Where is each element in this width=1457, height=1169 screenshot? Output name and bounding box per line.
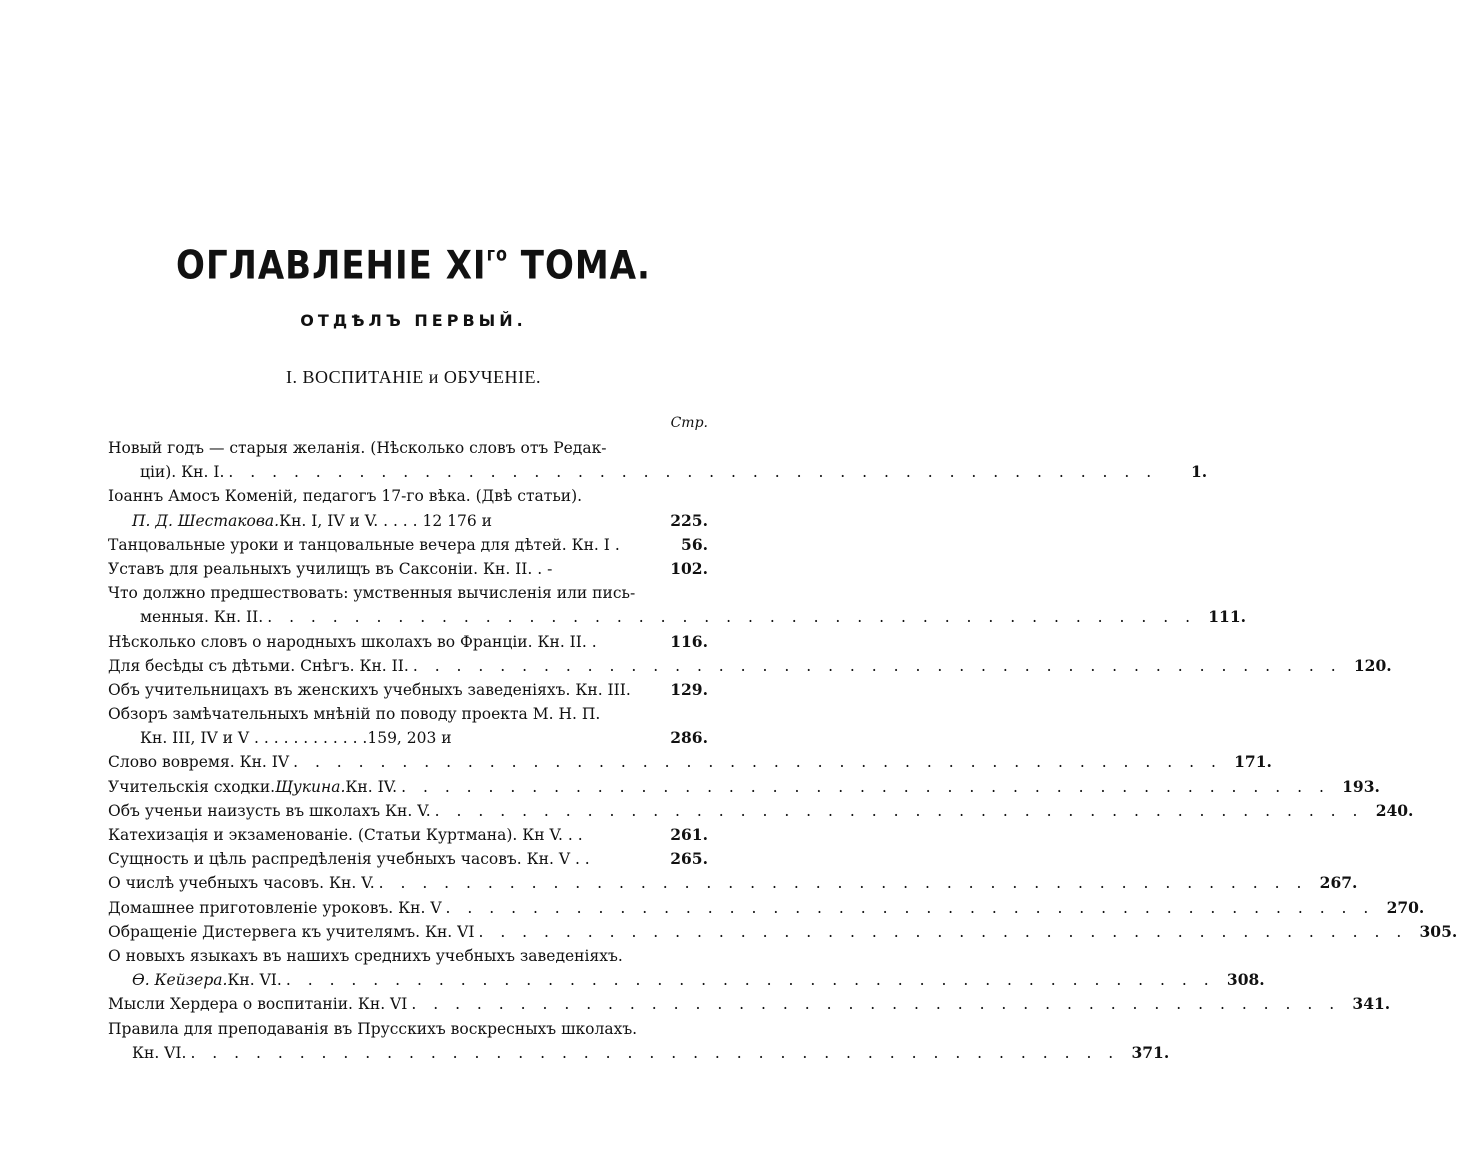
- toc-entry: [108, 605, 1247, 629]
- toc-entry: [108, 533, 708, 557]
- toc-page-number: 286.: [670, 728, 708, 748]
- toc-page-number: 120.: [1353, 655, 1392, 675]
- toc-entry: [108, 920, 1457, 944]
- toc-entry: [108, 557, 708, 581]
- toc-entry: [108, 871, 1358, 895]
- toc-entry: [108, 968, 1265, 992]
- toc-entry-author: Щукина.: [275, 777, 346, 796]
- toc-page-number: 225.: [670, 510, 708, 530]
- toc-entry-text: Кн. I, IV и V. . . . . 12 176 и: [279, 511, 492, 530]
- toc-entry-text: Слово вовремя. Кн. IV: [108, 753, 290, 772]
- toc-entry: [108, 702, 708, 726]
- toc-entry: [108, 992, 1391, 1016]
- toc-leader-dots: . . . . . . . . . . . . . . . . . . . . . . . . . . . . . . . . . . . . . . . . . . .: [293, 753, 1222, 772]
- toc-page-number: 116.: [670, 631, 708, 651]
- toc-entry: [108, 460, 1208, 484]
- toc-entry-text: Объ учительницахъ въ женскихъ учебныхъ заведеніяхъ. Кн. III.: [108, 680, 631, 699]
- toc-entry: [108, 581, 708, 605]
- toc-leader-dots: . . . . . . . . . . . . . . . . . . . . . . . . . . . . . . . . . . . . . . . . . . .: [478, 922, 1408, 941]
- toc-entry-text: О новыхъ языкахъ въ нашихъ среднихъ учебныхъ заведеніяхъ.: [108, 946, 623, 965]
- toc-page-number: 111.: [1208, 607, 1247, 627]
- toc-entry-text: Объ ученьи наизусть въ школахъ Кн. V.: [108, 801, 431, 820]
- toc-entry: [108, 896, 1425, 920]
- toc-page-number: 240.: [1375, 800, 1414, 820]
- toc-page-number: 308.: [1226, 970, 1265, 990]
- toc-page-number: 267.: [1319, 873, 1358, 893]
- toc-leader-dots: . . . . . . . . . . . . . . . . . . . . . . . . . . . . . . . . . . . . . . . . . . .: [411, 995, 1341, 1014]
- toc-entry-text: Нѣсколько словъ о народныхъ школахъ во Франціи. Кн. II. .: [108, 632, 597, 651]
- toc-entry-text: Обращеніе Дистервега къ учителямъ. Кн. VI: [108, 922, 475, 941]
- toc-entry-text: Кн. IV.: [345, 777, 398, 796]
- toc-entry-text: Уставъ для реальныхъ училищъ въ Саксоніи. Кн. II. . -: [108, 559, 553, 578]
- toc-entry-text: Новый годъ — старыя желанія. (Нѣсколько словъ отъ Редак-: [108, 439, 607, 457]
- toc-entry-text: Для бесѣды съ дѣтьми. Снѣгъ. Кн. II.: [108, 656, 409, 675]
- toc-entry-text: О числѣ учебныхъ часовъ. Кн. V.: [108, 874, 375, 893]
- toc-page-number: 270.: [1386, 897, 1425, 917]
- toc-entry-text: Танцовальные уроки и танцовальные вечера для дѣтей. Кн. I .: [108, 535, 620, 554]
- toc-entry-text: Іоаннъ Амосъ Коменій, педагогъ 17-го вѣка. (Двѣ статьи).: [108, 487, 583, 506]
- toc-entry: [108, 1017, 708, 1041]
- page-column-header: Стр.: [670, 415, 708, 431]
- toc-entry: [108, 509, 708, 533]
- toc-page-number: 265.: [670, 849, 708, 869]
- toc-entry-text: Кн. VI.: [227, 971, 282, 990]
- toc-entry-author: П. Д. Шестакова.: [132, 511, 280, 530]
- toc-entry-text: Правила для преподаванія въ Прусскихъ воскресныхъ школахъ.: [108, 1019, 638, 1038]
- toc-page-number: 341.: [1352, 994, 1391, 1014]
- toc-entry: [108, 726, 708, 750]
- toc-leader-dots: . . . . . . . . . . . . . . . . . . . . . . . . . . . . . . . . . . . . . . . . . . .: [190, 1043, 1120, 1062]
- toc-page-number: 193.: [1342, 776, 1380, 796]
- toc-entry-author: Ѳ. Кейзера.: [132, 971, 228, 990]
- toc-entry: [108, 630, 708, 654]
- toc-leader-dots: . . . . . . . . . . . . . . . . . . . . . . . . . . . . . . . . . . . . . . . . . . .: [285, 971, 1215, 990]
- page-title: ОГЛАВЛЕНІЕ $XI^{го}$ ТОМА.: [176, 243, 651, 289]
- toc-page-number: 305.: [1419, 921, 1457, 941]
- toc-entry-text: Кн. III, IV и V . . . . . . . . . . . .159, 203 и: [140, 729, 452, 748]
- toc-page-number: 56.: [681, 534, 708, 554]
- toc-entry: [108, 1041, 1170, 1065]
- toc-entry: [108, 799, 1414, 823]
- toc-entry: [108, 944, 708, 968]
- toc-page-number: 371.: [1131, 1042, 1170, 1062]
- toc-entry-text: Мысли Хердера о воспитаніи. Кн. VI: [108, 995, 408, 1014]
- toc-leader-dots: . . . . . . . . . . . . . . . . . . . . . . . . . . . . . . . . . . . . . . . . . . .: [434, 801, 1364, 820]
- toc-entry: [108, 847, 708, 871]
- toc-page-number: 1.: [1191, 462, 1208, 482]
- toc-leader-dots: . . . . . . . . . . . . . . . . . . . . . . . . . . . . . . . . . . . . . . . . . . .: [228, 463, 1158, 482]
- toc-leader-dots: . . . . . . . . . . . . . . . . . . . . . . . . . . . . . . . . . . . . . . . . . . .: [445, 898, 1375, 917]
- toc-entry: [108, 678, 708, 702]
- toc-entry-text: Кн. VI.: [132, 1043, 187, 1062]
- toc-entry-text: Что должно предшествовать: умственныя вычисленія или пись-: [108, 584, 636, 603]
- toc-page-number: 261.: [670, 825, 708, 844]
- toc-page-number: 171.: [1234, 752, 1272, 772]
- toc-entry-text: Обзоръ замѣчательныхъ мнѣній по поводу проекта М. Н. П.: [108, 705, 601, 724]
- toc-entry-text: менныя. Кн. II.: [140, 608, 264, 627]
- toc-page-number: 129.: [670, 679, 708, 699]
- toc-leader-dots: . . . . . . . . . . . . . . . . . . . . . . . . . . . . . . . . . . . . . . . . . . .: [378, 874, 1308, 893]
- toc-entry: [108, 775, 1380, 799]
- toc-entry-text: Катехизація и экзаменованіе. (Статьи Куртмана). Кн V. . .: [108, 826, 583, 844]
- toc-page-number: 102.: [670, 558, 708, 578]
- toc-entry: [108, 484, 708, 508]
- toc-entry-text: ціи). Кн. I.: [140, 463, 225, 482]
- section-heading: ОТДѢЛЪ ПЕРВЫЙ.: [300, 311, 527, 330]
- toc-leader-dots: . . . . . . . . . . . . . . . . . . . . . . . . . . . . . . . . . . . . . . . . . . .: [401, 777, 1330, 796]
- table-of-contents: [108, 436, 1457, 1065]
- toc-entry: [108, 436, 708, 460]
- toc-leader-dots: . . . . . . . . . . . . . . . . . . . . . . . . . . . . . . . . . . . . . . . . . . .: [412, 656, 1342, 675]
- toc-entry: [108, 750, 1272, 774]
- toc-entry-text: Учительскія сходки.: [108, 777, 276, 796]
- toc-leader-dots: . . . . . . . . . . . . . . . . . . . . . . . . . . . . . . . . . . . . . . . . . . .: [267, 608, 1197, 627]
- toc-entry: [108, 654, 1392, 678]
- toc-entry: [108, 823, 708, 847]
- toc-entry-text: Домашнее приготовленіе уроковъ. Кн. V: [108, 898, 442, 917]
- toc-entry-text: Сущность и цѣль распредѣленія учебныхъ часовъ. Кн. V . .: [108, 850, 590, 869]
- subsection-heading: I. ВОСПИТАНІЕ и ОБУЧЕНІЕ.: [285, 367, 542, 387]
